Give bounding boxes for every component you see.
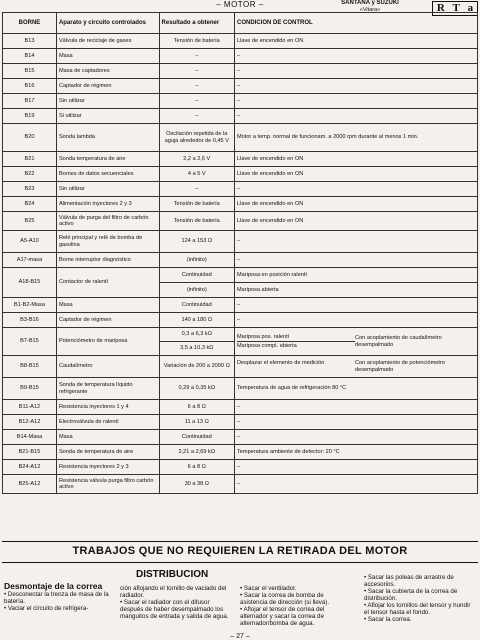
cell-circuit: Masa — [56, 298, 159, 313]
text-column-3 — [240, 585, 352, 627]
cell-circuit: Resistencia inyectores 2 y 3 — [56, 460, 159, 475]
table-body-2 — [3, 298, 478, 328]
cell-result: (infinito) — [159, 283, 234, 298]
cell-circuit: Resistencia válvula purga filtro carbón activo — [56, 475, 159, 494]
cell-result: – — [159, 49, 234, 64]
col-header-result: Resultado a obtener — [159, 13, 234, 34]
cell-borne: A17-masa — [3, 253, 57, 268]
table-row — [3, 124, 478, 152]
cell-circuit: Resistencia inyectores 1 y 4 — [56, 400, 159, 415]
column-text: • Sacar las poleas de arrastre de accesorios. • Sacar la cubierta de la correa de distribución. • Aflojar los tornillos del tensor y hundir el tensor hasta el fondo. • Sacar la correa. — [364, 574, 471, 623]
cell-condition — [235, 328, 478, 356]
cell-condition: – — [235, 253, 478, 268]
cell-circuit: Sonda lambda — [56, 124, 159, 152]
brand-name: SANTANA y SUZUKI — [341, 0, 399, 6]
cell-result: 0,29 a 0,35 kΩ — [159, 378, 234, 400]
subsection-title: DISTRIBUCION — [136, 569, 209, 580]
cell-borne: B19 — [3, 109, 57, 124]
cell-condition: Llave de encendido en ON — [235, 197, 478, 212]
cell-circuit: Bornes de datos secuenciales — [56, 167, 159, 182]
cell-circuit: Electroválvula de ralentí — [56, 415, 159, 430]
col-header-condition: CONDICION DE CONTROL — [235, 13, 478, 34]
cell-borne: B1-B2-Masa — [3, 298, 57, 313]
logo-letter: R — [436, 2, 445, 14]
cell-borne: B3-B16 — [3, 313, 57, 328]
cell-circuit: Sonda de temperatura de aire — [56, 445, 159, 460]
cell-result: – — [159, 182, 234, 197]
table-row — [3, 313, 478, 328]
cell-condition: Temperatura de agua de refrigeración 80 °C — [235, 378, 478, 400]
cell-condition: – — [235, 298, 478, 313]
cell-borne: B24-A12 — [3, 460, 57, 475]
cell-borne: A18-B15 — [3, 268, 57, 298]
table-row — [3, 197, 478, 212]
section-title: TRABAJOS QUE NO REQUIEREN LA RETIRADA DEL MOTOR — [72, 545, 408, 557]
condition-note: Con acoplamiento de caudalímetro desempalmado — [355, 335, 442, 348]
cell-condition: – — [235, 231, 478, 253]
table-row — [3, 298, 478, 313]
cell-borne: B25 — [3, 212, 57, 231]
cell-circuit: Sin utilizar — [56, 94, 159, 109]
cell-borne: B12-A12 — [3, 415, 57, 430]
table-row — [3, 445, 478, 460]
cell-result: Tensión de batería — [159, 34, 234, 49]
cell-borne: B13 — [3, 34, 57, 49]
cell-condition: – — [235, 460, 478, 475]
column-text: • Desconectar la trenza de masa de la batería. • Vaciar el circuito de refrigera- — [4, 591, 109, 612]
cell-circuit: Potenciómetro de mariposa — [56, 328, 159, 356]
condition-line: Mariposa pos. ralentí — [237, 333, 355, 342]
cell-condition: – — [235, 182, 478, 197]
cell-condition: – — [235, 49, 478, 64]
table-body-3 — [3, 378, 478, 494]
cell-result: – — [159, 79, 234, 94]
cell-borne: B20 — [3, 124, 57, 152]
table-row — [3, 34, 478, 49]
cell-borne: B21-B15 — [3, 445, 57, 460]
cell-condition: – — [235, 313, 478, 328]
table-row — [3, 49, 478, 64]
section-divider — [2, 562, 478, 563]
cell-circuit: Captador de régimen — [56, 313, 159, 328]
section-divider — [2, 541, 478, 542]
condition-line: Desplazar el elemento de medición — [237, 360, 325, 367]
model-name: «Vitara» — [359, 7, 381, 13]
cell-circuit: Sonda de temperatura líquido refrigerante — [56, 378, 159, 400]
cell-borne: B22 — [3, 167, 57, 182]
table-row — [3, 415, 478, 430]
cell-condition: Motor a temp. normal de funcionam. a 2000 rpm durante al menos 1 min. — [235, 124, 478, 152]
cell-result: Continuidad — [159, 430, 234, 445]
cell-borne: B24 — [3, 197, 57, 212]
cell-circuit: Relé principal y relé de bomba de gasolina — [56, 231, 159, 253]
cell-result: Oscilación repetida de la aguja alrededor de 0,45 V — [159, 124, 234, 152]
text-column-2 — [120, 585, 232, 620]
cell-condition: Temperatura ambiente de detector: 20 °C — [235, 445, 478, 460]
column-text: ción aflojando el tornillo de vaciado del radiador. • Sacar el radiador con el difusor después de haber desempalmado los manguitos de entrada y salida de agua. — [120, 585, 229, 620]
cell-result: 124 a 153 Ω — [159, 231, 234, 253]
table-row — [3, 430, 478, 445]
cell-result: – — [159, 109, 234, 124]
cell-result: Continuidad — [159, 298, 234, 313]
logo-letter: a — [467, 2, 474, 14]
cell-circuit: Válvula de purga del filtro de carbón activo — [56, 212, 159, 231]
cell-condition: – — [235, 79, 478, 94]
cell-result: 11 a 13 Ω — [159, 415, 234, 430]
table-row — [3, 268, 478, 283]
table-row — [3, 212, 478, 231]
cell-result: 0,3 a 6,3 kΩ — [159, 328, 234, 342]
cell-borne: B8-B15 — [3, 356, 57, 378]
cell-circuit: Si utilizar — [56, 109, 159, 124]
cell-condition: – — [235, 94, 478, 109]
cell-result: Tensión de batería — [159, 212, 234, 231]
table-body-a18 — [3, 268, 478, 298]
cell-circuit: Sonda temperatura de aire — [56, 152, 159, 167]
cell-result: 2,21 a 2,69 kΩ — [159, 445, 234, 460]
table-body — [3, 34, 478, 268]
table-row — [3, 328, 478, 342]
cell-borne: B14-Masa — [3, 430, 57, 445]
cell-result: 140 a 180 Ω — [159, 313, 234, 328]
cell-result: (infinito) — [159, 253, 234, 268]
col-header-circuit: Aparato y circuito controlados — [56, 13, 159, 34]
table-body-b7 — [3, 328, 478, 378]
cell-borne: B9-B15 — [3, 378, 57, 400]
cell-circuit: Caudalímetro — [56, 356, 159, 378]
table-row — [3, 182, 478, 197]
cell-circuit: Borne interruptor diagnóstico — [56, 253, 159, 268]
cell-borne: B14 — [3, 49, 57, 64]
table-row — [3, 378, 478, 400]
page-number: – 27 – — [230, 633, 250, 640]
table-row — [3, 152, 478, 167]
cell-borne: B23 — [3, 182, 57, 197]
table-row — [3, 231, 478, 253]
cell-borne: B16 — [3, 79, 57, 94]
cell-result: 6 a 8 Ω — [159, 400, 234, 415]
table-row — [3, 400, 478, 415]
table-row — [3, 167, 478, 182]
cell-circuit: Sin utilizar — [56, 182, 159, 197]
cell-borne: B11-A12 — [3, 400, 57, 415]
cell-condition: – — [235, 415, 478, 430]
cell-borne: B25-A12 — [3, 475, 57, 494]
cell-result: 4 a 5 V — [159, 167, 234, 182]
cell-condition: Llave de encendido en ON — [235, 167, 478, 182]
cell-borne: B15 — [3, 64, 57, 79]
cell-result: Variación de 200 a 2000 Ω — [159, 356, 234, 378]
cell-condition: – — [235, 430, 478, 445]
cell-result: 30 a 38 Ω — [159, 475, 234, 494]
cell-condition: Llave de encendido en ON — [235, 152, 478, 167]
table-row — [3, 109, 478, 124]
table-row — [3, 356, 478, 378]
condition-line: Mariposa compl. abierta — [237, 343, 297, 349]
table-row — [3, 253, 478, 268]
cell-borne: A5-A10 — [3, 231, 57, 253]
cell-condition: – — [235, 400, 478, 415]
table-row — [3, 475, 478, 494]
table-row — [3, 460, 478, 475]
cell-borne: B21 — [3, 152, 57, 167]
cell-condition: – — [235, 109, 478, 124]
cell-circuit: Masa — [56, 49, 159, 64]
table-row — [3, 94, 478, 109]
condition-note: Con acoplamiento de potenciómetro desempalmado — [355, 360, 445, 373]
column-heading: Desmontaje de la correa — [4, 581, 103, 591]
control-table — [2, 12, 478, 494]
col-header-borne: BORNE — [3, 13, 57, 34]
cell-condition: Mariposa en posición ralentí — [235, 268, 478, 283]
cell-condition: Llave de encendido en ON — [235, 34, 478, 49]
cell-result: 6 a 8 Ω — [159, 460, 234, 475]
cell-condition: – — [235, 475, 478, 494]
cell-condition: Llave de encendido en ON — [235, 212, 478, 231]
cell-result: 2,2 a 2,6 V — [159, 152, 234, 167]
cell-circuit: Masa de captadores — [56, 64, 159, 79]
cell-circuit: Válvula de reciclaje de gases — [56, 34, 159, 49]
cell-condition: – — [235, 64, 478, 79]
cell-result: Continuidad — [159, 268, 234, 283]
cell-borne: B7-B15 — [3, 328, 57, 356]
table-row — [3, 79, 478, 94]
text-column-4 — [364, 574, 476, 623]
cell-circuit: Captador de régimen — [56, 79, 159, 94]
column-text: • Sacar el ventilador. • Sacar la correa de bomba de asistencia de dirección (si lleva). • Aflojar el tensor de correa del alternador y sacar la correa de alternador/bomba de agua. — [240, 585, 330, 627]
table-row — [3, 64, 478, 79]
cell-result: 3,5 a 10,3 kΩ — [159, 342, 234, 356]
text-column-1 — [4, 582, 112, 612]
cell-result: – — [159, 64, 234, 79]
cell-condition — [235, 356, 478, 378]
cell-circuit: Masa — [56, 430, 159, 445]
table-header-row — [3, 13, 478, 34]
logo-letter: T — [452, 2, 460, 14]
section-header: – MOTOR – — [216, 0, 264, 9]
cell-result: Tensión de batería — [159, 197, 234, 212]
cell-circuit: Contactor de ralentí — [56, 268, 159, 298]
cell-circuit: Alimentación inyectores 2 y 3 — [56, 197, 159, 212]
cell-result: – — [159, 94, 234, 109]
cell-condition: Mariposa abierta — [235, 283, 478, 298]
cell-borne: B17 — [3, 94, 57, 109]
